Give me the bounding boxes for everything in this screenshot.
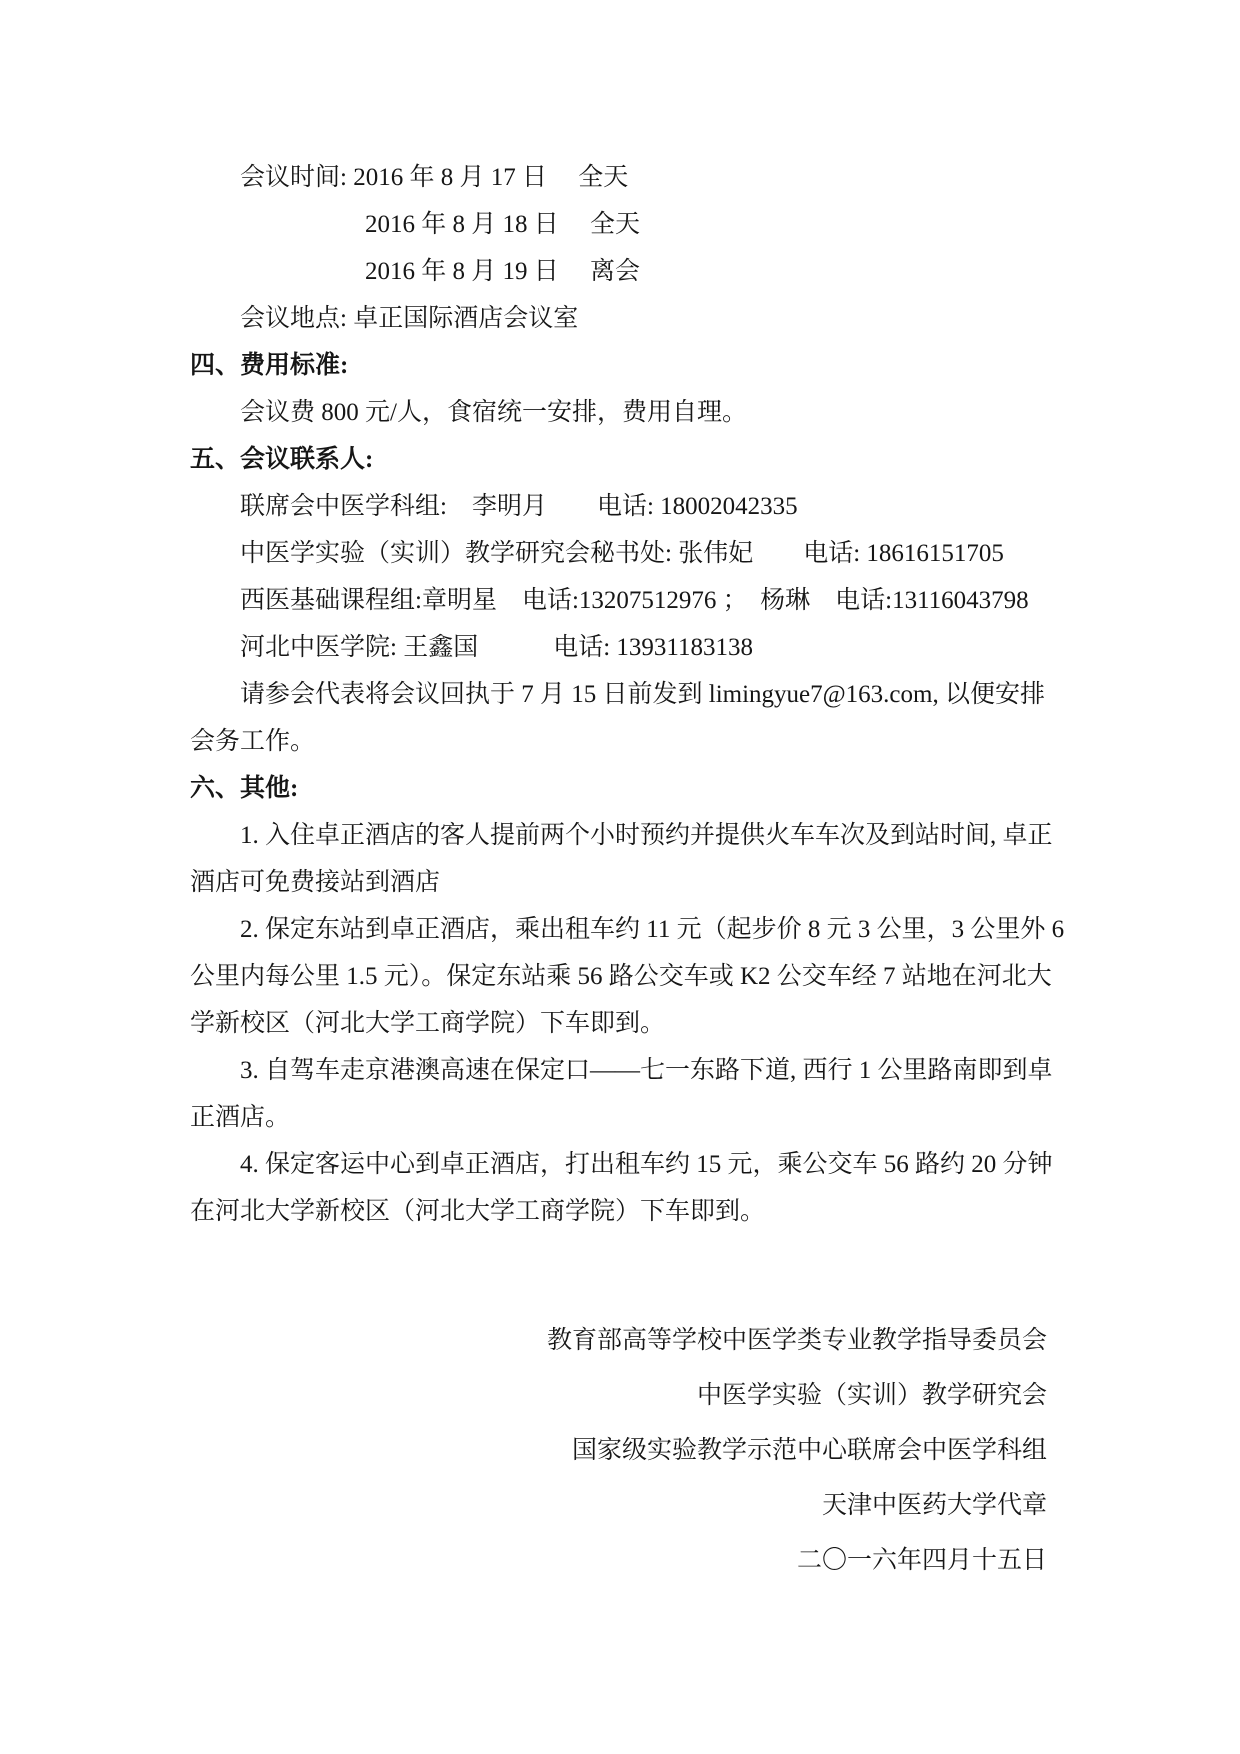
other-item1-line2: 酒店可免费接站到酒店	[190, 869, 441, 896]
section-heading-contacts: 五、会议联系人:	[190, 446, 374, 473]
section-heading-fees: 四、费用标准:	[190, 352, 349, 379]
signature-block	[190, 1313, 1075, 1588]
contact-line-mishuchu: 中医学实验（实训）教学研究会秘书处: 张伟妃 电话: 18616151705	[240, 540, 1004, 567]
signature-line-org1: 教育部高等学校中医学类专业教学指导委员会	[546, 1327, 1047, 1354]
other-item2-line3: 学新校区（河北大学工商学院）下车即到。	[190, 1010, 666, 1037]
meeting-date-line-day3: 2016 年 8 月 19 日 离会	[365, 258, 641, 285]
signature-line-org3: 国家级实验教学示范中心联席会中医学科组	[571, 1437, 1047, 1464]
reply-note-line-2: 会务工作。	[190, 728, 316, 755]
signature-line-org2: 中医学实验（实训）教学研究会	[696, 1382, 1047, 1409]
document-body	[190, 154, 1075, 1588]
other-item4-line2: 在河北大学新校区（河北大学工商学院）下车即到。	[190, 1198, 766, 1225]
fees-body-line: 会议费 800 元/人，食宿统一安排，费用自理。	[240, 399, 747, 426]
section-heading-others: 六、其他:	[190, 775, 299, 802]
contact-line-lianxihui: 联席会中医学科组: 李明月 电话: 18002042335	[240, 493, 798, 520]
reply-note-line-1: 请参会代表将会议回执于 7 月 15 日前发到 limingyue7@163.com, 以便安排	[240, 681, 1045, 708]
other-item2-line1: 2. 保定东站到卓正酒店，乘出租车约 11 元（起步价 8 元 3 公里，3 公里外 6	[240, 916, 1065, 943]
contact-line-hebei: 河北中医学院: 王鑫国 电话: 13931183138	[240, 634, 753, 661]
meeting-date-line-day2: 2016 年 8 月 18 日 全天	[365, 211, 641, 238]
signature-line-org4: 天津中医药大学代章	[821, 1492, 1047, 1519]
other-item2-line2: 公里内每公里 1.5 元）。保定东站乘 56 路公交车或 K2 公交车经 7 站地在河北大	[190, 963, 1052, 990]
signature-date-line: 二〇一六年四月十五日	[796, 1547, 1047, 1574]
contact-line-xiyi: 西医基础课程组:章明星 电话:13207512976 ； 杨琳 电话:13116043798	[240, 587, 1029, 614]
meeting-time-line: 会议时间: 2016 年 8 月 17 日 全天	[240, 164, 629, 191]
other-item4-line1: 4. 保定客运中心到卓正酒店，打出租车约 15 元，乘公交车 56 路约 20 分钟	[240, 1151, 1053, 1178]
meeting-location-line: 会议地点: 卓正国际酒店会议室	[240, 305, 579, 332]
other-item1-line1: 1. 入住卓正酒店的客人提前两个小时预约并提供火车车次及到站时间, 卓正	[240, 822, 1053, 849]
other-item3-line2: 正酒店。	[190, 1104, 291, 1131]
other-item3-line1: 3. 自驾车走京港澳高速在保定口——七一东路下道, 西行 1 公里路南即到卓	[240, 1057, 1053, 1084]
